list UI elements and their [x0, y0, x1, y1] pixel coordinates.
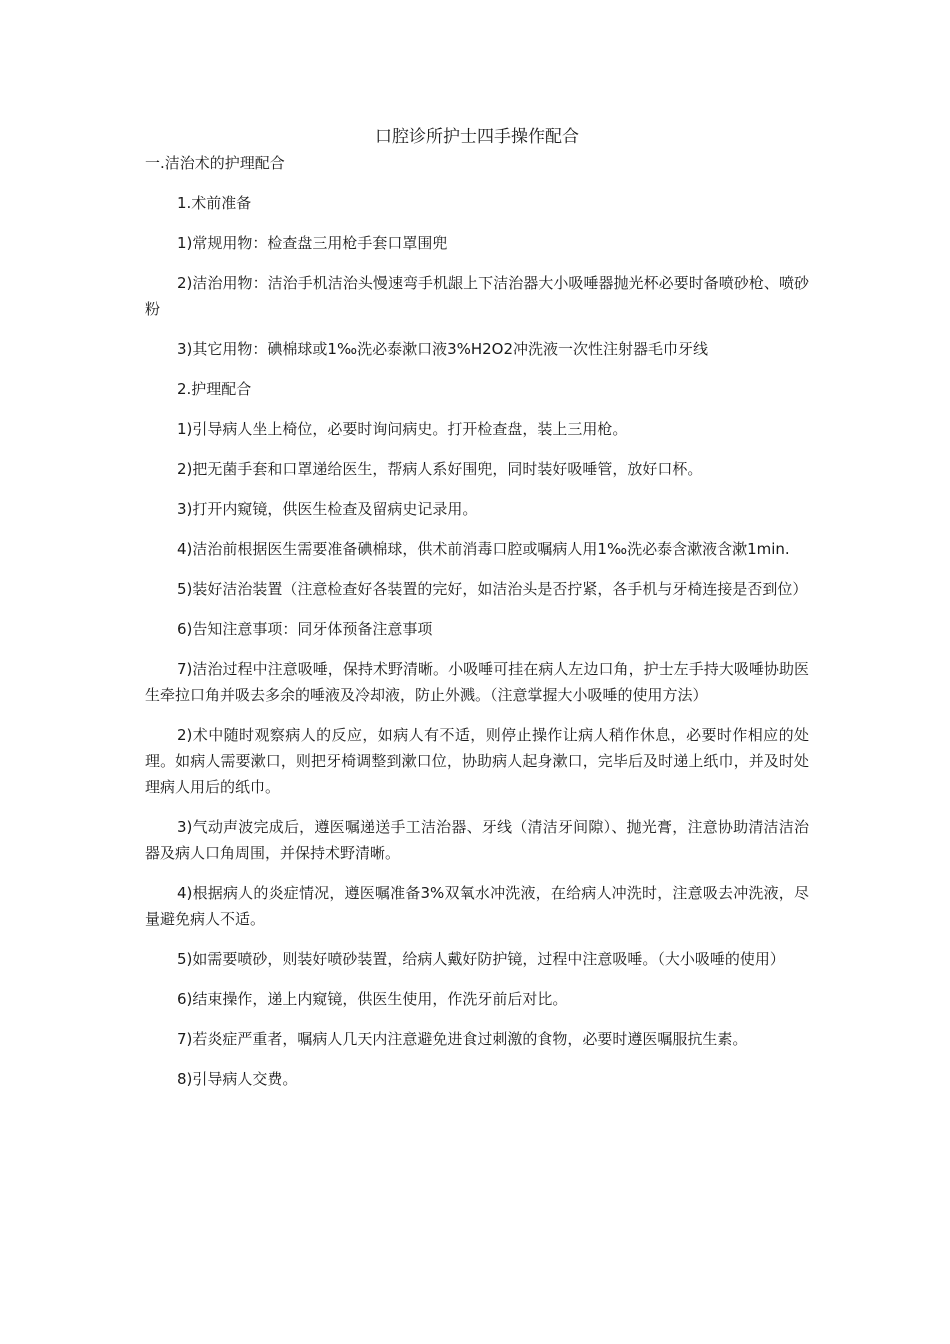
document-body — [145, 124, 809, 1106]
paragraph-step: 5)装好洁治装置（注意检查好各装置的完好，如洁治头是否拧紧，各手机与牙椅连接是否到位） — [177, 580, 808, 598]
paragraph-step: 4)洁治前根据医生需要准备碘棉球，供术前消毒口腔或嘱病人用1‰洗必泰含漱液含漱1min. — [177, 540, 790, 558]
paragraph-step: 5)如需要喷砂，则装好喷砂装置，给病人戴好防护镜，过程中注意吸唾。（大小吸唾的使用） — [177, 950, 785, 968]
paragraph-step: 7)若炎症严重者，嘱病人几天内注意避免进食过刺激的食物，必要时遵医嘱服抗生素。 — [177, 1030, 748, 1048]
paragraph-prep-heading: 1.术前准备 — [177, 194, 252, 212]
document-title: 口腔诊所护士四手操作配合 — [375, 127, 579, 147]
paragraph-step: 1)引导病人坐上椅位，必要时询问病史。打开检查盘，装上三用枪。 — [177, 420, 628, 438]
paragraph-step: 3)打开内窥镜，供医生检查及留病史记录用。 — [177, 500, 478, 518]
paragraph-step: 6)告知注意事项：同牙体预备注意事项 — [177, 620, 433, 638]
paragraph-step: 6)结束操作，递上内窥镜，供医生使用，作洗牙前后对比。 — [177, 990, 568, 1008]
paragraph-step: 4)根据病人的炎症情况，遵医嘱准备3%双氧水冲洗液，在给病人冲洗时，注意吸去冲洗液，尽量避免病人不适。 — [145, 884, 809, 928]
paragraph-step: 7)洁治过程中注意吸唾，保持术野清晰。小吸唾可挂在病人左边口角，护士左手持大吸唾协助医生牵拉口角并吸去多余的唾液及冷却液，防止外溅。（注意掌握大小吸唾的使用方法） — [145, 660, 809, 704]
paragraph-routine-supplies: 1)常规用物：检查盘三用枪手套口罩围兜 — [177, 234, 448, 252]
paragraph-cleaning-supplies: 2)洁治用物：洁治手机洁治头慢速弯手机龈上下洁治器大小吸唾器抛光杯必要时备喷砂枪、喷砂粉 — [145, 274, 809, 318]
paragraph-step: 2)把无菌手套和口罩递给医生，帮病人系好围兜，同时装好吸唾管，放好口杯。 — [177, 460, 703, 478]
paragraph-step: 3)气动声波完成后，遵医嘱递送手工洁治器、牙线（清洁牙间隙）、抛光膏，注意协助清洁洁治器及病人口角周围，并保持术野清晰。 — [145, 818, 809, 862]
paragraph-nursing-heading: 2.护理配合 — [177, 380, 252, 398]
paragraph-other-supplies: 3)其它用物：碘棉球或1‰洗必泰漱口液3%H2O2冲洗液一次性注射器毛巾牙线 — [177, 340, 709, 358]
paragraph-step: 8)引导病人交费。 — [177, 1070, 298, 1088]
paragraph-step: 2)术中随时观察病人的反应，如病人有不适，则停止操作让病人稍作休息，必要时作相应的处理。如病人需要漱口，则把牙椅调整到漱口位，协助病人起身漱口，完毕后及时递上纸巾，并及时处理病人用后的纸巾。 — [145, 726, 809, 796]
section-heading: 一.洁治术的护理配合 — [145, 154, 285, 172]
